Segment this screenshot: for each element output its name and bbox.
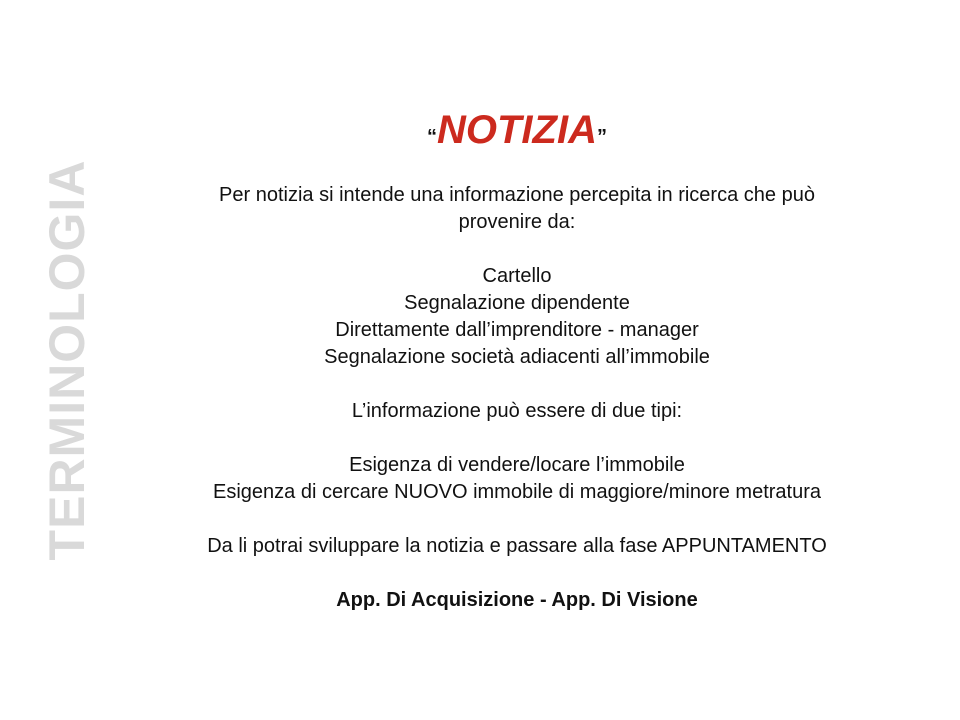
spacer xyxy=(74,425,960,452)
types-intro: L’informazione può essere di due tipi: xyxy=(351,400,683,422)
slide-title xyxy=(0,106,960,163)
appointments-line: App. Di Acquisizione - App. Di Visione xyxy=(336,589,698,611)
title-open-quote: “ xyxy=(427,126,437,148)
slide-body xyxy=(0,182,960,614)
spacer xyxy=(74,371,960,398)
source-item: Cartello xyxy=(482,265,552,287)
source-item: Segnalazione società adiacenti all’immobile xyxy=(324,346,710,368)
type-item: Esigenza di vendere/locare l’immobile xyxy=(349,454,685,476)
title-close-quote: ” xyxy=(596,126,607,148)
next-step: Da li potrai sviluppare la notizia e passare alla fase APPUNTAMENTO xyxy=(207,535,827,557)
source-item: Segnalazione dipendente xyxy=(404,292,630,314)
spacer xyxy=(74,506,960,533)
type-item: Esigenza di cercare NUOVO immobile di maggiore/minore metratura xyxy=(212,481,821,503)
side-label-terminologia: TERMINOLOGIA xyxy=(39,159,95,561)
intro-line: Per notizia si intende una informazione percepita in ricerca che può xyxy=(219,184,815,206)
spacer xyxy=(74,236,960,263)
intro-line: provenire da: xyxy=(458,211,576,233)
title-word: NOTIZIA xyxy=(437,108,597,152)
source-item: Direttamente dall’imprenditore - manager xyxy=(335,319,699,341)
spacer xyxy=(74,560,960,587)
